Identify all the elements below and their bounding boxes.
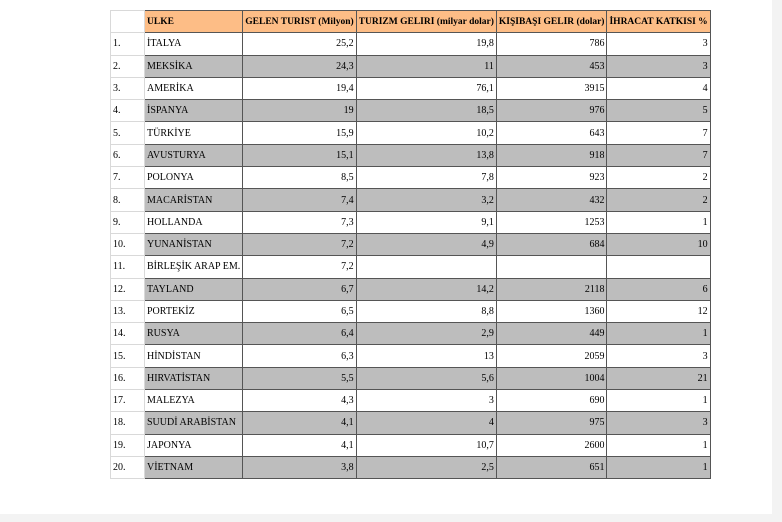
country-cell: HIRVATİSTAN: [145, 367, 243, 389]
income-cell: 76,1: [356, 77, 496, 99]
country-cell: TÜRKİYE: [145, 122, 243, 144]
row-index: 10.: [111, 233, 145, 255]
row-index: 17.: [111, 390, 145, 412]
table-body: [111, 33, 711, 479]
income-cell: 7,8: [356, 167, 496, 189]
export-cell: 1: [607, 434, 710, 456]
table-row: [111, 100, 711, 122]
row-index: 3.: [111, 77, 145, 99]
tourists-cell: 3,8: [243, 456, 356, 478]
income-cell: 2,5: [356, 456, 496, 478]
export-cell: 21: [607, 367, 710, 389]
country-cell: MEKSİKA: [145, 55, 243, 77]
table-row: [111, 300, 711, 322]
export-cell: 12: [607, 300, 710, 322]
country-cell: HİNDİSTAN: [145, 345, 243, 367]
index-header-cell: [111, 11, 145, 33]
per-capita-cell: 432: [496, 189, 607, 211]
income-cell: 5,6: [356, 367, 496, 389]
income-cell: 9,1: [356, 211, 496, 233]
country-cell: RUSYA: [145, 323, 243, 345]
per-capita-cell: 976: [496, 100, 607, 122]
tourists-cell: 24,3: [243, 55, 356, 77]
table-row: [111, 211, 711, 233]
row-index: 15.: [111, 345, 145, 367]
export-cell: 3: [607, 412, 710, 434]
per-capita-cell: 643: [496, 122, 607, 144]
country-cell: AMERİKA: [145, 77, 243, 99]
row-index: 16.: [111, 367, 145, 389]
export-cell: [607, 256, 710, 278]
tourists-cell: 5,5: [243, 367, 356, 389]
export-cell: 1: [607, 323, 710, 345]
country-cell: PORTEKİZ: [145, 300, 243, 322]
country-cell: BİRLEŞİK ARAP EM.: [145, 256, 243, 278]
per-capita-cell: 3915: [496, 77, 607, 99]
table-row: [111, 233, 711, 255]
export-cell: 7: [607, 144, 710, 166]
income-cell: 3,2: [356, 189, 496, 211]
row-index: 7.: [111, 167, 145, 189]
export-cell: 2: [607, 189, 710, 211]
table-row: [111, 55, 711, 77]
income-cell: 13,8: [356, 144, 496, 166]
export-cell: 6: [607, 278, 710, 300]
row-index: 9.: [111, 211, 145, 233]
tourists-cell: 6,7: [243, 278, 356, 300]
tourists-cell: 7,2: [243, 233, 356, 255]
table-row: [111, 256, 711, 278]
tourists-cell: 19,4: [243, 77, 356, 99]
row-index: 20.: [111, 456, 145, 478]
per-capita-cell: [496, 256, 607, 278]
tourists-cell: 25,2: [243, 33, 356, 55]
tourists-cell: 6,4: [243, 323, 356, 345]
table-row: [111, 323, 711, 345]
per-capita-cell: 449: [496, 323, 607, 345]
header-export: İHRACAT KATKISI %: [607, 11, 710, 33]
income-cell: 18,5: [356, 100, 496, 122]
row-index: 6.: [111, 144, 145, 166]
row-index: 13.: [111, 300, 145, 322]
country-cell: YUNANİSTAN: [145, 233, 243, 255]
per-capita-cell: 2059: [496, 345, 607, 367]
tourists-cell: 15,1: [243, 144, 356, 166]
row-index: 12.: [111, 278, 145, 300]
country-cell: JAPONYA: [145, 434, 243, 456]
income-cell: 13: [356, 345, 496, 367]
row-index: 5.: [111, 122, 145, 144]
header-per-capita: KİŞİBAŞI GELİR (dolar): [496, 11, 607, 33]
table-row: [111, 77, 711, 99]
export-cell: 1: [607, 456, 710, 478]
table-row: [111, 189, 711, 211]
header-row: [111, 11, 711, 33]
per-capita-cell: 2118: [496, 278, 607, 300]
tourists-cell: 7,3: [243, 211, 356, 233]
income-cell: 8,8: [356, 300, 496, 322]
export-cell: 4: [607, 77, 710, 99]
per-capita-cell: 1360: [496, 300, 607, 322]
per-capita-cell: 651: [496, 456, 607, 478]
table-row: [111, 144, 711, 166]
export-cell: 2: [607, 167, 710, 189]
header-income: TURİZM GELİRİ (milyar dolar): [356, 11, 496, 33]
country-cell: TAYLAND: [145, 278, 243, 300]
country-cell: MALEZYA: [145, 390, 243, 412]
income-cell: 2,9: [356, 323, 496, 345]
per-capita-cell: 786: [496, 33, 607, 55]
table-row: [111, 412, 711, 434]
income-cell: [356, 256, 496, 278]
country-cell: VİETNAM: [145, 456, 243, 478]
export-cell: 3: [607, 33, 710, 55]
country-cell: İTALYA: [145, 33, 243, 55]
tourists-cell: 7,4: [243, 189, 356, 211]
table-row: [111, 345, 711, 367]
per-capita-cell: 453: [496, 55, 607, 77]
income-cell: 10,7: [356, 434, 496, 456]
table-row: [111, 456, 711, 478]
tourists-cell: 15,9: [243, 122, 356, 144]
per-capita-cell: 684: [496, 233, 607, 255]
table-row: [111, 434, 711, 456]
export-cell: 1: [607, 211, 710, 233]
per-capita-cell: 2600: [496, 434, 607, 456]
per-capita-cell: 1253: [496, 211, 607, 233]
tourists-cell: 4,1: [243, 434, 356, 456]
income-cell: 3: [356, 390, 496, 412]
income-cell: 4: [356, 412, 496, 434]
header-tourists: GELEN TURİST (Milyon): [243, 11, 356, 33]
tourists-cell: 6,5: [243, 300, 356, 322]
per-capita-cell: 1004: [496, 367, 607, 389]
income-cell: 4,9: [356, 233, 496, 255]
row-index: 18.: [111, 412, 145, 434]
tourists-cell: 19: [243, 100, 356, 122]
table-row: [111, 367, 711, 389]
country-cell: MACARİSTAN: [145, 189, 243, 211]
tourists-cell: 6,3: [243, 345, 356, 367]
tourists-cell: 7,2: [243, 256, 356, 278]
row-index: 8.: [111, 189, 145, 211]
table-row: [111, 390, 711, 412]
row-index: 2.: [111, 55, 145, 77]
per-capita-cell: 923: [496, 167, 607, 189]
row-index: 19.: [111, 434, 145, 456]
country-cell: HOLLANDA: [145, 211, 243, 233]
header-country: ÜLKE: [145, 11, 243, 33]
tourists-cell: 4,1: [243, 412, 356, 434]
per-capita-cell: 975: [496, 412, 607, 434]
export-cell: 3: [607, 55, 710, 77]
income-cell: 19,8: [356, 33, 496, 55]
income-cell: 14,2: [356, 278, 496, 300]
row-index: 11.: [111, 256, 145, 278]
export-cell: 3: [607, 345, 710, 367]
table-row: [111, 122, 711, 144]
export-cell: 10: [607, 233, 710, 255]
tourists-cell: 8,5: [243, 167, 356, 189]
country-cell: İSPANYA: [145, 100, 243, 122]
country-cell: AVUSTURYA: [145, 144, 243, 166]
table-row: [111, 167, 711, 189]
table-row: [111, 33, 711, 55]
export-cell: 1: [607, 390, 710, 412]
per-capita-cell: 918: [496, 144, 607, 166]
row-index: 14.: [111, 323, 145, 345]
per-capita-cell: 690: [496, 390, 607, 412]
country-cell: POLONYA: [145, 167, 243, 189]
tourists-cell: 4,3: [243, 390, 356, 412]
country-cell: SUUDİ ARABİSTAN: [145, 412, 243, 434]
row-index: 4.: [111, 100, 145, 122]
export-cell: 7: [607, 122, 710, 144]
tourism-table: [110, 10, 711, 479]
income-cell: 10,2: [356, 122, 496, 144]
table-row: [111, 278, 711, 300]
export-cell: 5: [607, 100, 710, 122]
income-cell: 11: [356, 55, 496, 77]
row-index: 1.: [111, 33, 145, 55]
